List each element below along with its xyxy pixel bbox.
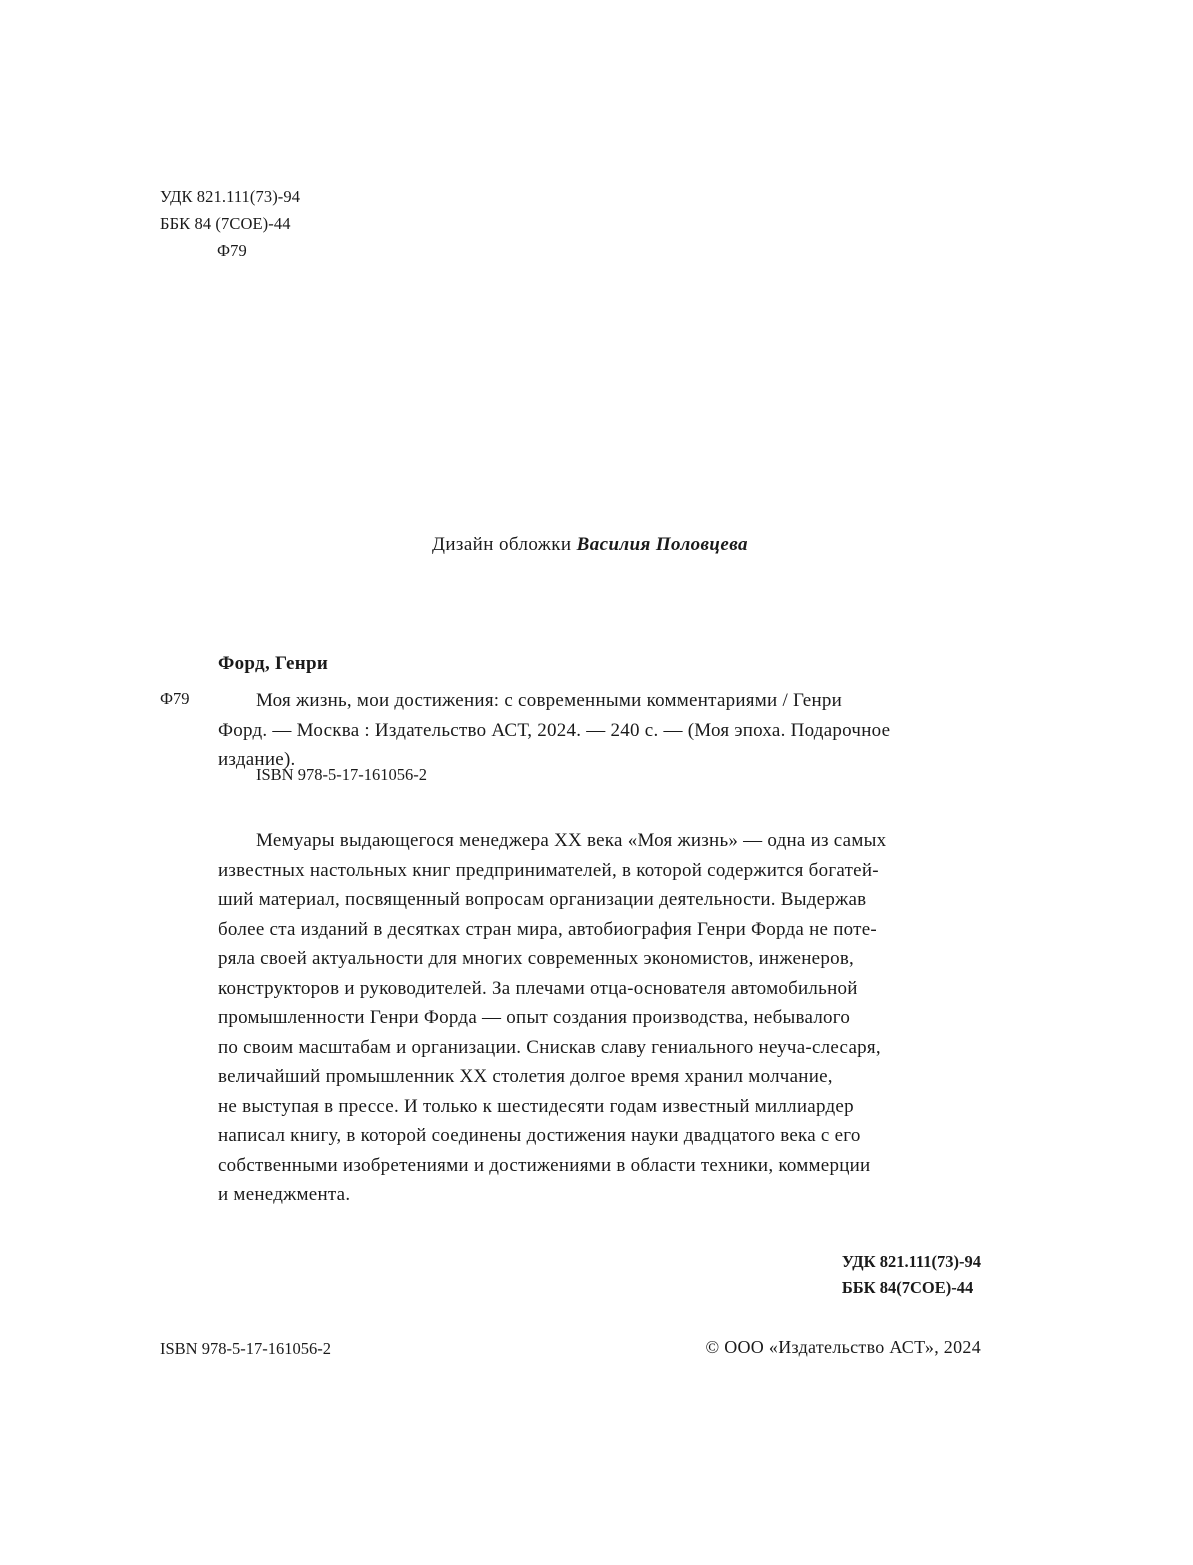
annotation-line: известных настольных книг предпринимателей, в которой содержится богатей- <box>218 859 879 881</box>
bottom-bbk: ББК 84(7СОЕ)-44 <box>841 1278 974 1297</box>
annotation-line: по своим масштабам и организации. Снискав славу гениального неуча-слесаря, <box>218 1036 881 1058</box>
isbn-inline: ISBN 978-5-17-161056-2 <box>256 765 427 784</box>
bibliographic-description <box>218 686 981 775</box>
top-classification-block <box>160 183 300 264</box>
annotation-line: и менеджмента. <box>218 1184 351 1205</box>
description-line: Моя жизнь, мои достижения: с современными комментариями / Генри <box>256 690 843 711</box>
cover-design-credit <box>432 534 748 556</box>
cover-designer-name: Василия Половцева <box>576 534 748 555</box>
cover-design-label: Дизайн обложки <box>432 534 577 555</box>
annotation-line: не выступая в прессе. И только к шестидесяти годам известный миллиардер <box>218 1095 854 1117</box>
annotation-line: собственными изобретениями и достижениями в области техники, коммерции <box>218 1154 871 1176</box>
annotation <box>218 826 981 1210</box>
author-heading: Форд, Генри <box>218 653 329 674</box>
bottom-udk: УДК 821.111(73)-94 <box>841 1252 981 1271</box>
annotation-line: Мемуары выдающегося менеджера XX века «Моя жизнь» — одна из самых <box>256 830 887 851</box>
footer-isbn: ISBN 978-5-17-161056-2 <box>160 1339 331 1358</box>
top-bbk: ББК 84 (7СОЕ)-44 <box>160 214 291 233</box>
bottom-classification-block <box>842 1249 981 1301</box>
annotation-line: конструкторов и руководителей. За плечами отца-основателя автомобильной <box>218 977 858 999</box>
annotation-line: промышленности Генри Форда — опыт создания производства, небывалого <box>218 1007 851 1028</box>
margin-author-cipher: Ф79 <box>160 689 190 708</box>
footer-copyright: © ООО «Издательство АСТ», 2024 <box>705 1337 981 1357</box>
annotation-line: написал книгу, в которой соединены достижения науки двадцатого века с его <box>218 1125 861 1146</box>
description-line: издание). <box>218 749 296 770</box>
annotation-line: более ста изданий в десятках стран мира, автобиография Генри Форда не поте- <box>218 918 877 940</box>
annotation-line: ший материал, посвященный вопросам организации деятельности. Выдержав <box>218 889 867 910</box>
top-udk: УДК 821.111(73)-94 <box>160 187 301 206</box>
top-author-cipher: Ф79 <box>217 241 247 260</box>
annotation-line: ряла своей актуальности для многих современных экономистов, инженеров, <box>218 948 855 969</box>
description-line: Форд. — Москва : Издательство АСТ, 2024. — 240 с. — (Моя эпоха. Подарочное <box>218 719 891 741</box>
annotation-line: величайший промышленник XX столетия долгое время хранил молчание, <box>218 1066 833 1087</box>
